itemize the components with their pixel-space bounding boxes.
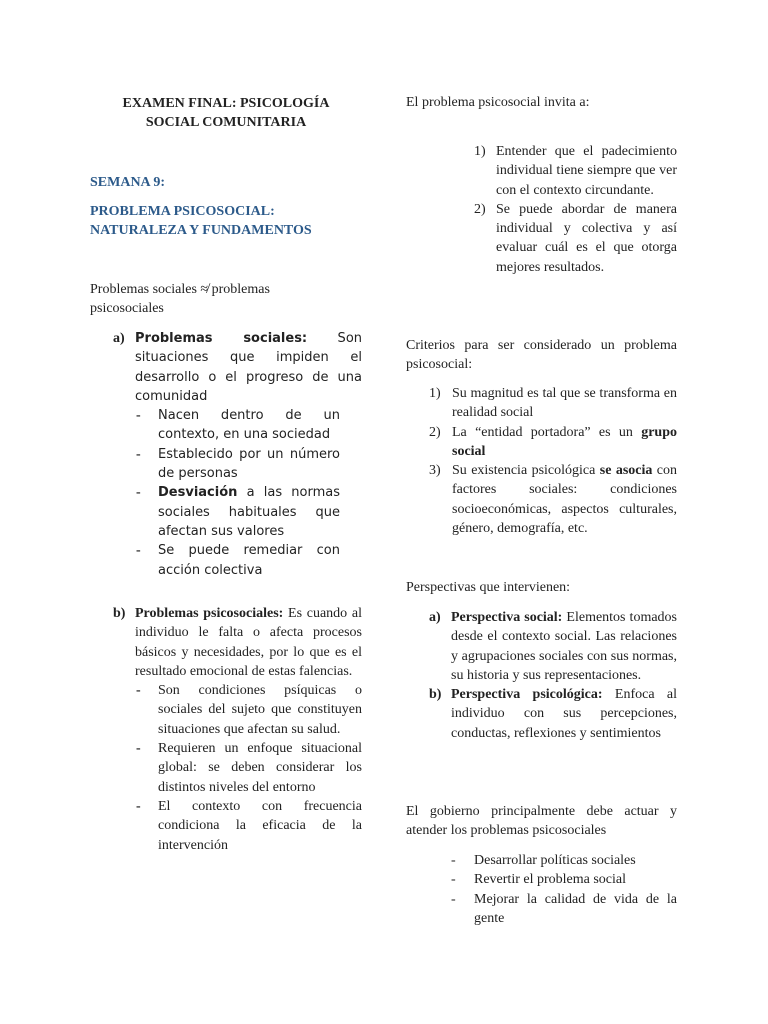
list-item (135, 739, 362, 797)
dash-marker: - (451, 872, 456, 888)
dash-marker: - (136, 798, 141, 814)
list-item (406, 423, 677, 462)
list-item (406, 142, 677, 200)
dash-marker: - (136, 485, 141, 501)
number-marker: 3) (429, 463, 441, 479)
item-text: Su existencia psicológica (452, 463, 600, 479)
invite-list (406, 142, 677, 277)
bold-term: se asocia (599, 463, 653, 479)
dash-marker: - (136, 543, 141, 559)
title-line-1: EXAMEN FINAL: PSICOLOGÍA (122, 96, 330, 111)
topic-line-1: PROBLEMA PSICOSOCIAL: (90, 204, 275, 219)
comparison-text: Problemas sociales ≉ problemas psicosociales (90, 282, 270, 317)
dash-marker: - (136, 741, 141, 757)
item-text: Entender que el padecimiento individual tiene siempre que ver con el contexto circundante. (496, 144, 677, 198)
item-text: Mejorar la calidad de vida de la gente (474, 891, 677, 926)
number-marker: 2) (429, 424, 441, 440)
bold-term: grupo social (452, 424, 677, 459)
bold-term: Desviación (158, 485, 238, 501)
criteria-list (406, 384, 677, 538)
document-title (90, 94, 362, 132)
list-item (406, 384, 677, 423)
list-item (406, 461, 677, 538)
perspectives-list (406, 608, 677, 743)
invite-intro: El problema psicosocial invita a: (406, 95, 590, 110)
item-text: Su magnitud es tal que se transforma en realidad social (452, 386, 677, 421)
list-item (406, 608, 677, 685)
list-item (406, 200, 677, 277)
point-text: Nacen dentro de un contexto, en una sociedad (158, 408, 340, 443)
list-item (406, 870, 677, 889)
item-text: Se puede abordar de manera individual y colectiva y así evaluar cuál es el que otorga mejores resultados. (496, 201, 677, 275)
dash-marker: - (136, 683, 141, 699)
list-item-social-problems (90, 329, 362, 580)
list-item (406, 890, 677, 929)
letter-marker: a) (429, 610, 441, 625)
dash-marker: - (136, 408, 141, 424)
point-text: Requieren un enfoque situacional global: se deben considerar los distintos niveles del entorno (158, 741, 362, 795)
criteria-intro: Criterios para ser considerado un problema psicosocial: (406, 338, 677, 373)
point-text: El contexto con frecuencia condiciona la eficacia de la intervención (158, 798, 362, 853)
list-item (135, 483, 340, 541)
number-marker: 2) (474, 201, 486, 217)
title-line-2: SOCIAL COMUNITARIA (145, 115, 307, 130)
point-text: a las normas sociales habituales que afectan sus valores (158, 485, 340, 539)
perspectives-intro: Perspectivas que intervienen: (406, 580, 571, 595)
item-text: La “entidad portadora” es un (452, 424, 642, 440)
dash-marker: - (136, 446, 141, 462)
list-item (135, 797, 362, 855)
dash-marker: - (451, 853, 456, 868)
list-item-psychosocial-problems (90, 604, 362, 855)
list-item (135, 445, 340, 484)
week-heading: SEMANA 9: (90, 175, 166, 190)
point-text: Se puede remediar con acción colectiva (158, 543, 340, 578)
point-text: Establecido por un número de personas (158, 446, 340, 482)
list-item (406, 685, 677, 743)
list-item (135, 541, 340, 580)
social-problems-points (135, 406, 340, 580)
topic-heading (90, 202, 362, 240)
list-item (406, 851, 677, 870)
list-marker: b) (113, 606, 126, 621)
term-psychosocial-problems: Problemas psicosociales: (135, 606, 284, 621)
social-problems-list (90, 329, 362, 580)
definition-text: Es cuando al individuo le falta o afecta procesos básicos y necesidades, por lo que es el resultado emocional de estas falencias. (135, 606, 362, 679)
government-list (406, 851, 677, 928)
dash-marker: - (451, 891, 456, 907)
list-marker: a) (113, 331, 125, 346)
psychosocial-problems-points (135, 681, 362, 855)
psychosocial-problems-list (90, 604, 362, 855)
item-text: con factores sociales: condiciones socioeconómicas, aspectos culturales, género, demografía, etc. (452, 463, 677, 537)
social-problems-definition (135, 329, 362, 406)
government-intro: El gobierno principalmente debe actuar y atender los problemas psicosociales (406, 804, 677, 839)
item-text: Desarrollar políticas sociales (474, 853, 636, 868)
list-item (135, 406, 340, 445)
psychosocial-problems-definition (135, 604, 362, 681)
number-marker: 1) (474, 144, 486, 159)
topic-line-2: NATURALEZA Y FUNDAMENTOS (90, 223, 312, 238)
item-text: Elementos tomados desde el contexto social. Las relaciones y agrupaciones sociales con sus normas, su historia y sus representaciones. (451, 610, 678, 683)
point-text: Son condiciones psíquicas o sociales del sujeto que constituyen situaciones que afectan su salud. (158, 683, 362, 737)
item-text: Revertir el problema social (474, 872, 626, 888)
number-marker: 1) (429, 386, 441, 401)
item-text: Enfoca al individuo con sus percepciones, conductas, reflexiones y sentimientos (451, 687, 678, 741)
term-social-problems: Problemas sociales: (135, 331, 308, 346)
letter-marker: b) (429, 687, 442, 703)
bold-term: Perspectiva social: (451, 610, 563, 625)
definition-text: Son situaciones que impiden el desarrollo o el progreso de una comunidad (135, 331, 363, 404)
list-item (135, 681, 362, 739)
bold-term: Perspectiva psicológica: (451, 687, 603, 703)
